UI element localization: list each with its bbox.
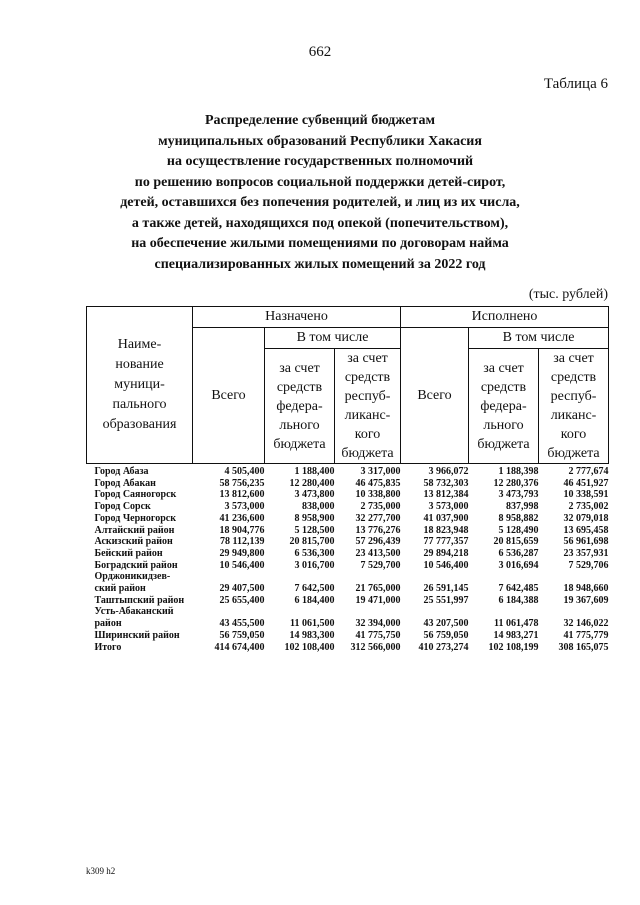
table-row (87, 501, 609, 513)
assigned-republic: 23 413,500 (355, 547, 401, 559)
executed-republic: 23 357,931 (563, 547, 609, 559)
municipality-name: Ширинский район (94, 629, 180, 641)
document-title (60, 111, 580, 275)
assigned-republic: 32 394,000 (355, 618, 401, 630)
header-assigned-republic: за счет средств респуб- ликанс- кого бюджета (335, 349, 401, 464)
municipality-name: Таштыпский район (94, 594, 185, 606)
assigned-federal: 11 061,500 (290, 618, 335, 630)
table-row (87, 606, 609, 629)
executed-federal: 3 473,793 (498, 489, 539, 501)
assigned-republic: 7 529,700 (360, 559, 401, 571)
header-assigned-including: В том числе (265, 328, 401, 349)
assigned-federal: 6 184,400 (294, 594, 335, 606)
table-row (87, 513, 609, 525)
title-line: а также детей, находящихся под опекой (попечительством), (131, 215, 509, 231)
assigned-total: 78 112,139 (220, 536, 265, 548)
executed-federal: 12 280,376 (493, 477, 539, 489)
municipality-name: Орджоникидзев- ский район (94, 571, 171, 595)
assigned-total: 41 236,600 (219, 512, 265, 524)
executed-republic: 46 451,927 (563, 477, 609, 489)
assigned-total: 414 674,400 (214, 641, 265, 653)
executed-republic: 13 695,458 (563, 524, 609, 536)
header-executed-federal: за счет средств федера- льного бюджета (469, 349, 539, 464)
assigned-republic: 21 765,000 (355, 583, 401, 595)
executed-republic: 19 367,609 (563, 594, 609, 606)
assigned-federal: 838,000 (302, 501, 335, 513)
executed-total: 10 546,400 (423, 559, 469, 571)
title-line: детей, оставшихся без попечения родителей, и лиц из их числа, (120, 195, 520, 210)
assigned-total: 43 455,500 (219, 618, 265, 630)
executed-federal: 837,998 (506, 501, 539, 513)
executed-total: 13 812,384 (423, 489, 469, 501)
header-executed-including: В том числе (469, 328, 609, 349)
executed-federal: 3 016,694 (498, 559, 539, 571)
assigned-republic: 13 776,276 (355, 524, 401, 536)
title-line: на осуществление государственных полномочий (166, 154, 474, 169)
executed-republic: 32 079,018 (563, 512, 609, 524)
table-label: Таблица 6 (543, 76, 608, 92)
executed-federal: 102 108,199 (488, 641, 539, 653)
header-assigned: Назначено (193, 307, 401, 328)
table-row (87, 571, 609, 594)
assigned-republic: 32 277,700 (355, 512, 401, 524)
executed-total: 26 591,145 (423, 583, 469, 595)
municipality-name: Город Абакан (94, 477, 156, 489)
assigned-total: 13 812,600 (219, 489, 265, 501)
municipality-name: Город Черногорск (94, 512, 176, 524)
table-total-row (87, 642, 609, 654)
executed-republic: 7 529,706 (568, 559, 609, 571)
footer-code: k309 h2 (86, 866, 116, 876)
assigned-republic: 312 566,000 (350, 641, 401, 653)
executed-republic: 18 948,660 (563, 583, 609, 595)
header-assigned-federal: за счет средств федера- льного бюджета (265, 349, 335, 464)
assigned-total: 10 546,400 (219, 559, 265, 571)
executed-federal: 8 958,882 (498, 512, 539, 524)
executed-federal: 6 184,388 (498, 594, 539, 606)
assigned-federal: 1 188,400 (294, 466, 335, 477)
title-line: по решению вопросов социальной поддержки детей-сирот, (134, 174, 506, 190)
table-row (87, 478, 609, 490)
assigned-republic: 57 296,439 (355, 536, 401, 548)
executed-republic: 10 338,591 (563, 489, 609, 501)
assigned-republic: 10 338,800 (355, 489, 401, 501)
title-line: специализированных жилых помещений за 2022 год (154, 256, 486, 272)
executed-total: 25 551,997 (423, 594, 469, 606)
table-row (87, 489, 609, 501)
assigned-federal: 20 815,700 (289, 536, 335, 548)
executed-total: 41 037,900 (423, 512, 469, 524)
executed-total: 56 759,050 (423, 629, 469, 641)
assigned-federal: 14 983,300 (289, 629, 335, 641)
municipality-name: Алтайский район (94, 524, 175, 536)
header-assigned-total: Всего (193, 328, 265, 464)
header-executed-republic: за счет средств респуб- ликанс- кого бюджета (539, 349, 609, 464)
executed-total: 43 207,500 (423, 618, 469, 630)
assigned-republic: 46 475,835 (355, 477, 401, 489)
executed-republic: 41 775,779 (563, 629, 609, 641)
assigned-federal: 3 473,800 (294, 489, 335, 501)
assigned-federal: 102 108,400 (284, 641, 335, 653)
executed-total: 410 273,274 (418, 641, 469, 653)
municipality-name: Город Сорск (94, 501, 151, 513)
assigned-total: 4 505,400 (224, 466, 265, 477)
assigned-republic: 3 317,000 (360, 466, 401, 477)
executed-republic: 308 165,075 (558, 641, 609, 653)
header-executed-total: Всего (401, 328, 469, 464)
executed-republic: 2 735,002 (568, 501, 609, 513)
subventions-table (86, 306, 609, 653)
executed-total: 29 894,218 (423, 547, 469, 559)
municipality-name: Боградский район (94, 559, 178, 571)
municipality-name: Итого (94, 641, 122, 653)
executed-total: 58 732,303 (423, 477, 469, 489)
executed-federal: 7 642,485 (498, 583, 539, 595)
executed-federal: 1 188,398 (498, 466, 539, 477)
assigned-total: 29 407,500 (219, 583, 265, 595)
title-line: Распределение субвенций бюджетам (205, 113, 435, 128)
assigned-total: 56 759,050 (219, 629, 265, 641)
assigned-total: 58 756,235 (219, 477, 265, 489)
executed-total: 3 966,072 (428, 466, 469, 477)
page-number: 662 (308, 44, 332, 60)
title-line: на обеспечение жилыми помещениями по договорам найма (131, 236, 509, 251)
table-row (87, 548, 609, 560)
table-row (87, 464, 609, 478)
units-label: (тыс. рублей) (528, 287, 608, 302)
header-executed: Исполнено (401, 307, 609, 328)
assigned-republic: 19 471,000 (355, 594, 401, 606)
executed-federal: 6 536,287 (498, 547, 539, 559)
table-row (87, 525, 609, 537)
assigned-republic: 2 735,000 (360, 501, 401, 513)
table-row (87, 560, 609, 572)
table-row (87, 595, 609, 607)
header-name-column: Наиме- нование муници- пального образования (87, 307, 193, 464)
municipality-name: Город Саяногорск (94, 489, 177, 501)
table-row (87, 536, 609, 548)
executed-total: 18 823,948 (423, 524, 469, 536)
executed-republic: 2 777,674 (568, 466, 609, 477)
executed-federal: 11 061,478 (494, 618, 539, 630)
assigned-republic: 41 775,750 (355, 629, 401, 641)
assigned-federal: 6 536,300 (294, 547, 335, 559)
assigned-federal: 8 958,900 (294, 512, 335, 524)
assigned-federal: 7 642,500 (294, 583, 335, 595)
municipality-name: Усть-Абаканский район (94, 606, 174, 630)
assigned-federal: 12 280,400 (289, 477, 335, 489)
municipality-name: Бейский район (94, 547, 163, 559)
executed-republic: 56 961,698 (563, 536, 609, 548)
assigned-federal: 5 128,500 (294, 524, 335, 536)
assigned-federal: 3 016,700 (294, 559, 335, 571)
municipality-name: Город Абаза (94, 466, 149, 477)
assigned-total: 29 949,800 (219, 547, 265, 559)
executed-total: 77 777,357 (423, 536, 469, 548)
executed-federal: 5 128,490 (498, 524, 539, 536)
table-row (87, 630, 609, 642)
assigned-total: 25 655,400 (219, 594, 265, 606)
executed-total: 3 573,000 (428, 501, 469, 513)
executed-federal: 20 815,659 (493, 536, 539, 548)
title-line: муниципальных образований Республики Хакасия (158, 133, 482, 149)
executed-republic: 32 146,022 (563, 618, 609, 630)
assigned-total: 18 904,776 (219, 524, 265, 536)
assigned-total: 3 573,000 (224, 501, 265, 513)
executed-federal: 14 983,271 (493, 629, 539, 641)
municipality-name: Аскизский район (94, 536, 173, 548)
